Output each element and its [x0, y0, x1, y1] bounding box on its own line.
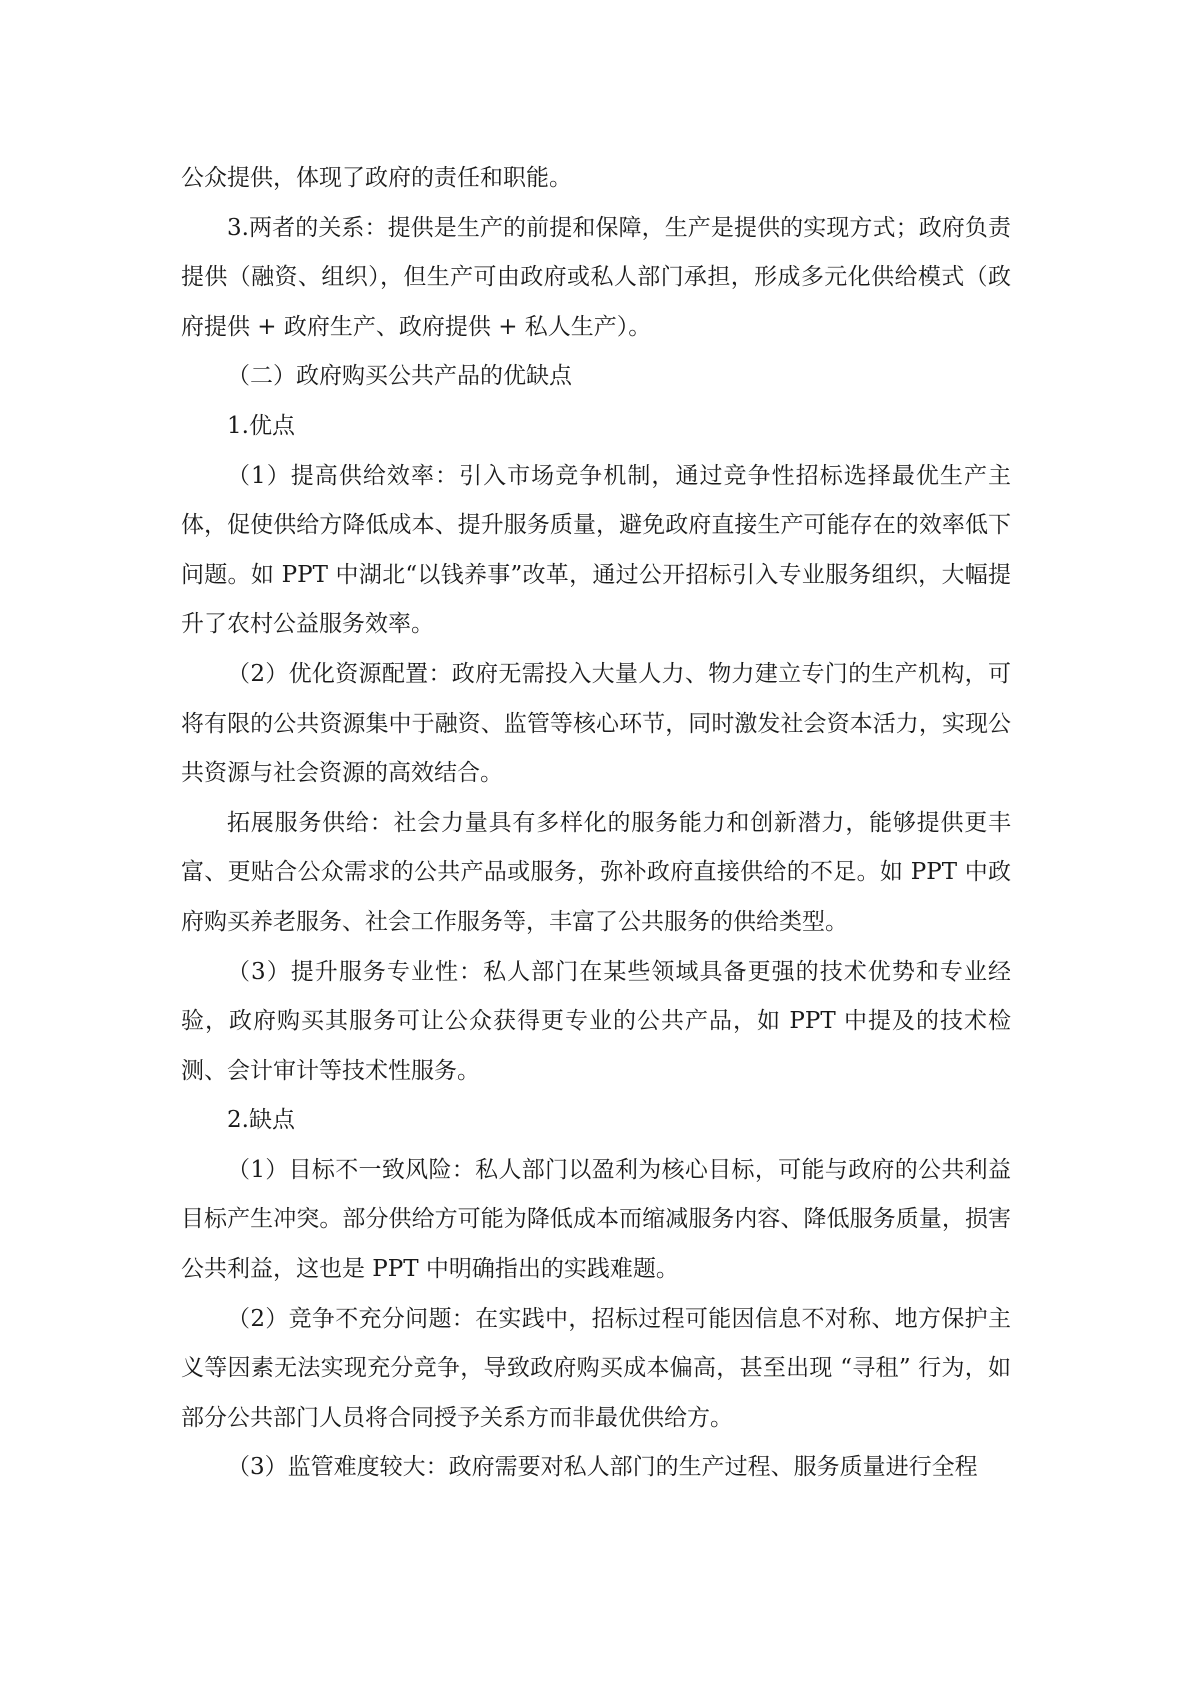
paragraph-expand-supply: 拓展服务供给：社会力量具有多样化的服务能力和创新潜力，能够提供更丰富、更贴合公众需求的公共产品或服务，弥补政府直接供给的不足。如 PPT 中政府购买养老服务、社会工作服务等，丰富了公共服务的供给类型。 — [181, 809, 1011, 935]
section-heading-pros-cons: （二）政府购买公共产品的优缺点 — [227, 363, 572, 390]
paragraph-advantage-2: （2）优化资源配置：政府无需投入大量人力、物力建立专门的生产机构，可将有限的公共资源集中于融资、监管等核心环节，同时激发社会资本活力，实现公共资源与社会资源的高效结合。 — [181, 660, 1011, 787]
paragraph-continuation: 公众提供，体现了政府的责任和职能。 — [181, 165, 572, 191]
subheading-advantages: 1.优点 — [227, 412, 295, 439]
paragraph-advantage-3: （3）提升服务专业性：私人部门在某些领域具备更强的技术优势和专业经验，政府购买其服务可让公众获得更专业的公共产品，如 PPT 中提及的技术检测、会计审计等技术性服务。 — [181, 958, 1011, 1084]
paragraph-disadvantage-2: （2）竞争不充分问题：在实践中，招标过程可能因信息不对称、地方保护主义等因素无法实现充分竞争，导致政府购买成本偏高，甚至出现 “寻租” 行为，如部分公共部门人员将合同授予关系方而非最优供给方。 — [181, 1305, 1011, 1431]
subheading-disadvantages: 2.缺点 — [227, 1107, 295, 1134]
paragraph-advantage-1: （1）提高供给效率：引入市场竞争机制，通过竞争性招标选择最优生产主体，促使供给方降低成本、提升服务质量，避免政府直接生产可能存在的效率低下问题。如 PPT 中湖北“以钱养事”改革，通过公开招标引入专业服务组织，大幅提升了农村公益服务效率。 — [181, 462, 1011, 638]
paragraph-relationship: 3.两者的关系：提供是生产的前提和保障，生产是提供的实现方式；政府负责提供（融资、组织），但生产可由政府或私人部门承担，形成多元化供给模式（政府提供 + 政府生产、政府提供 + 私人生产）。 — [181, 214, 1011, 340]
paragraph-disadvantage-1: （1）目标不一致风险：私人部门以盈利为核心目标，可能与政府的公共利益目标产生冲突。部分供给方可能为降低成本而缩减服务内容、降低服务质量，损害公共利益，这也是 PPT 中明确指出的实践难题。 — [181, 1156, 1011, 1283]
paragraph-disadvantage-3: （3）监管难度较大：政府需要对私人部门的生产过程、服务质量进行全程 — [227, 1454, 978, 1481]
document-body — [181, 154, 1011, 1493]
